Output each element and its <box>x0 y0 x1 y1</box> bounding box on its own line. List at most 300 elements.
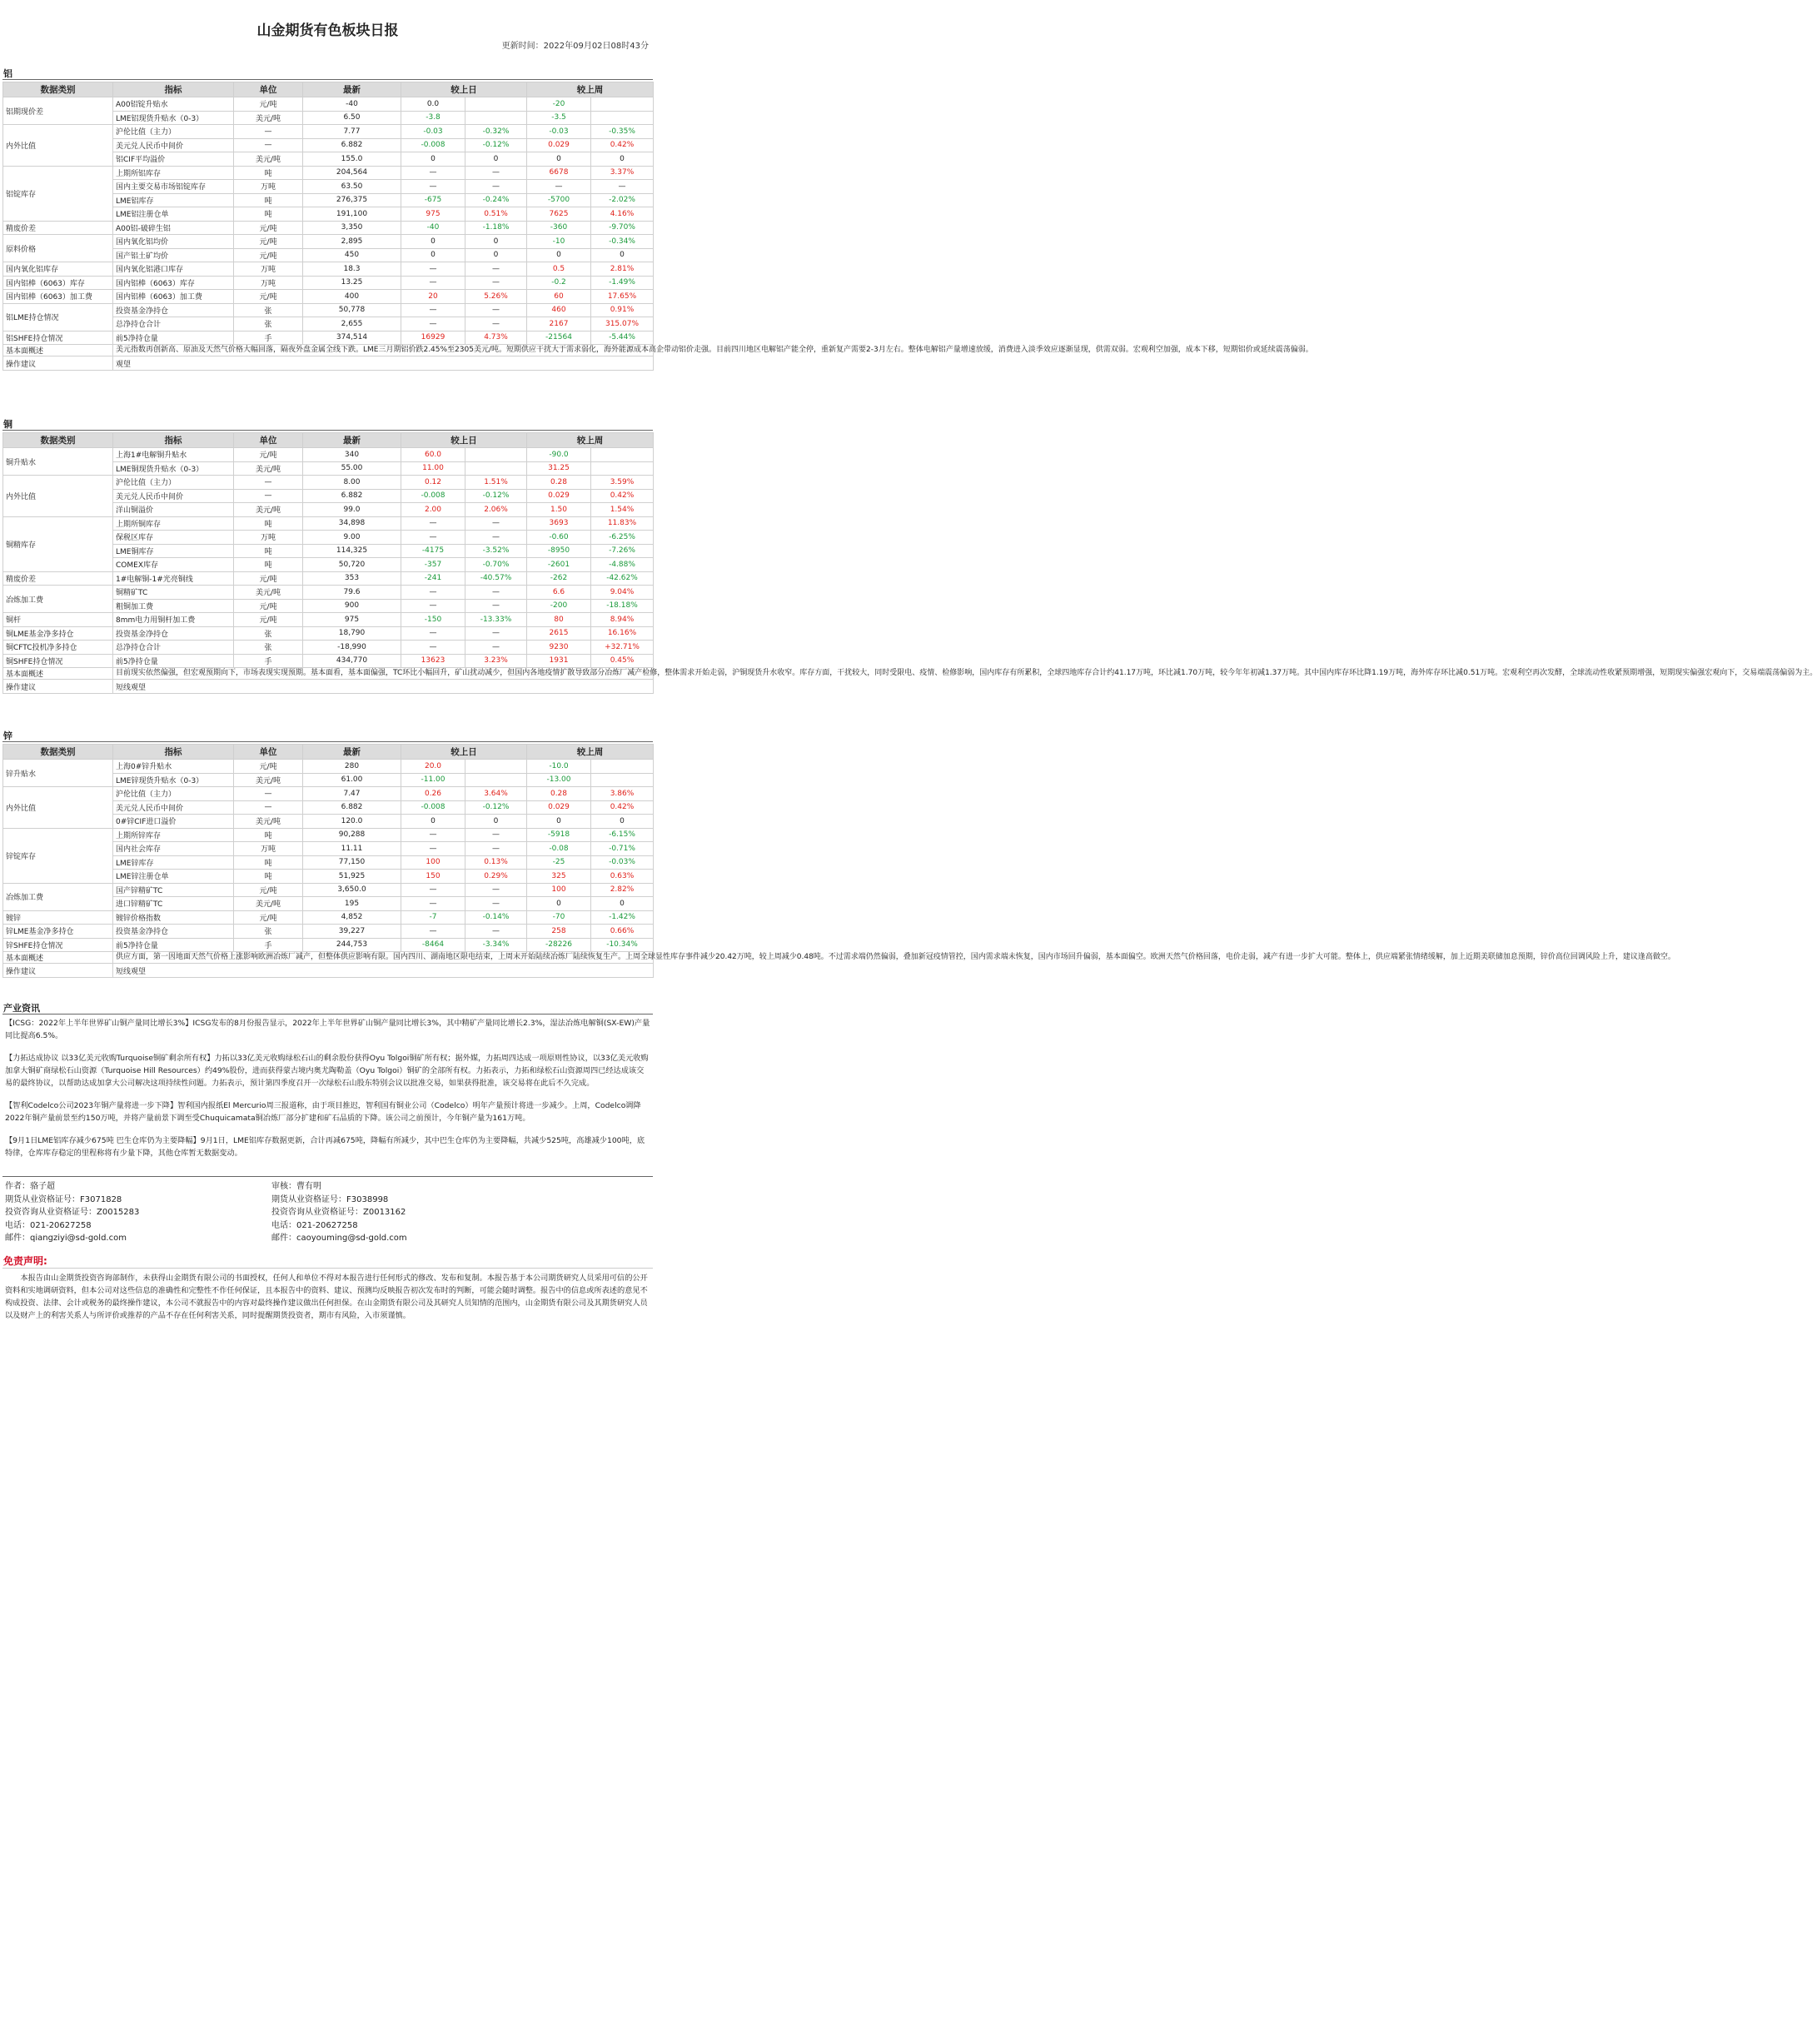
indicator-cell: LME铝注册仓单 <box>113 207 234 222</box>
week-change-pct-cell <box>591 448 654 462</box>
column-header: 较上周 <box>527 82 654 97</box>
indicator-cell: LME铝库存 <box>113 193 234 207</box>
week-change-cell: -70 <box>527 910 591 925</box>
indicator-cell: 铜精矿TC <box>113 586 234 600</box>
unit-cell: 万吨 <box>234 276 303 290</box>
advice-row <box>3 356 654 371</box>
day-change-cell: 20.0 <box>401 760 465 774</box>
week-change-pct-cell: 17.65% <box>591 290 654 304</box>
day-change-pct-cell: — <box>465 586 527 600</box>
week-change-pct-cell: — <box>591 180 654 194</box>
latest-cell: 204,564 <box>303 166 401 180</box>
week-change-pct-cell: 0.42% <box>591 138 654 152</box>
day-change-pct-cell: 1.51% <box>465 476 527 490</box>
week-change-pct-cell <box>591 111 654 125</box>
week-change-pct-cell: 0.42% <box>591 489 654 503</box>
day-change-pct-cell: -3.34% <box>465 938 527 952</box>
week-change-pct-cell: 0.45% <box>591 654 654 668</box>
week-change-cell: -10 <box>527 235 591 249</box>
unit-cell: 吨 <box>234 544 303 558</box>
latest-cell: 276,375 <box>303 193 401 207</box>
week-change-cell: -10.0 <box>527 760 591 774</box>
category-cell: 铝SHFE持仓情况 <box>3 331 113 345</box>
category-cell: 锌SHFE持仓情况 <box>3 938 113 952</box>
week-change-pct-cell: -2.02% <box>591 193 654 207</box>
day-change-pct-cell: — <box>465 303 527 317</box>
indicator-cell: 国内铝棒（6063）加工费 <box>113 290 234 304</box>
week-change-cell: 7625 <box>527 207 591 222</box>
day-change-pct-cell <box>465 461 527 476</box>
unit-cell: 元/吨 <box>234 235 303 249</box>
indicator-cell: 沪伦比值（主力） <box>113 125 234 139</box>
table-header-row <box>3 82 654 97</box>
indicator-cell: 铝CIF平均溢价 <box>113 152 234 167</box>
category-cell: 冶炼加工费 <box>3 883 113 910</box>
week-change-cell: — <box>527 180 591 194</box>
week-change-pct-cell: 0.91% <box>591 303 654 317</box>
column-header: 数据类别 <box>3 745 113 760</box>
unit-cell: 张 <box>234 303 303 317</box>
latest-cell: 50,778 <box>303 303 401 317</box>
unit-cell: 元/吨 <box>234 97 303 112</box>
column-header: 单位 <box>234 82 303 97</box>
indicator-cell: 上期所铝库存 <box>113 166 234 180</box>
table-row <box>3 910 654 925</box>
copper-table <box>2 432 1817 694</box>
day-change-cell: 16929 <box>401 331 465 345</box>
week-change-cell: -0.2 <box>527 276 591 290</box>
reviewer-line: 电话：021-20627258 <box>271 1220 358 1230</box>
week-change-cell: -200 <box>527 599 591 613</box>
reviewer-line: 期货从业资格证号：F3038998 <box>271 1194 389 1204</box>
latest-cell: 6.882 <box>303 800 401 815</box>
week-change-pct-cell: -0.03% <box>591 855 654 870</box>
latest-cell: 191,100 <box>303 207 401 222</box>
day-change-cell: — <box>401 531 465 545</box>
basic-text: 美元指数再创新高、原油及天然气价格大幅回落，隔夜外盘金属全线下跌。LME三月期铝价跌2.45%至2305美元/吨。短期供应干扰大于需求弱化，海外能源成本高企带动铝价走强。目前四川地区电解铝产能全停，重新复产需要2-3月左右。整体电解铝产量增速放缓，消费进入淡季效应逐渐显现，供需双弱。宏观利空加强，成本下移，短期铝价或延续震荡偏弱。 <box>113 345 654 356</box>
day-change-cell: -3.8 <box>401 111 465 125</box>
basic-text: 目前现实依然偏强，但宏观预期向下，市场表现实现预期。基本面看，基本面偏强，TC环比小幅回升，矿山扰动减少，但国内各地疫情扩散导致部分冶炼厂减产检修，整体需求开始走弱，沪铜现货升水收窄。库存方面，干扰较大，同时受限电、疫情、检修影响，国内库存有所累积，全球四地库存合计约41.17万吨，环比减1.70万吨，较今年年初减1.37万吨。其中国内库存环比降1.19万吨，海外库存环比减0.51万吨。宏观利空再次发酵，全球流动性收紧预期增强，短期现实偏强宏观向下，交易端震荡偏弱为主。 <box>113 668 654 680</box>
week-change-pct-cell: 0 <box>591 897 654 911</box>
category-cell: 铜升贴水 <box>3 448 113 476</box>
latest-cell: 6.882 <box>303 489 401 503</box>
week-change-pct-cell: 0.66% <box>591 925 654 939</box>
week-change-pct-cell: 9.04% <box>591 586 654 600</box>
advice-label: 操作建议 <box>3 356 113 371</box>
week-change-pct-cell <box>591 773 654 787</box>
day-change-cell: — <box>401 883 465 897</box>
day-change-pct-cell: — <box>465 516 527 531</box>
unit-cell: 张 <box>234 317 303 332</box>
table-row <box>3 262 654 277</box>
day-change-cell: 100 <box>401 855 465 870</box>
week-change-pct-cell: 3.86% <box>591 787 654 801</box>
day-change-cell: — <box>401 262 465 277</box>
indicator-cell: LME铜现货升贴水（0-3） <box>113 461 234 476</box>
latest-cell: 18.3 <box>303 262 401 277</box>
unit-cell: 元/吨 <box>234 910 303 925</box>
indicator-cell: 进口锌精矿TC <box>113 897 234 911</box>
latest-cell: 7.77 <box>303 125 401 139</box>
week-change-cell: 0.029 <box>527 489 591 503</box>
indicator-cell: A00铝锭升贴水 <box>113 97 234 112</box>
unit-cell: — <box>234 476 303 490</box>
basic-label: 基本面概述 <box>3 345 113 356</box>
indicator-cell: 总净持仓合计 <box>113 641 234 655</box>
day-change-cell: -8464 <box>401 938 465 952</box>
day-change-pct-cell: 4.73% <box>465 331 527 345</box>
day-change-cell: -0.008 <box>401 489 465 503</box>
day-change-pct-cell: — <box>465 897 527 911</box>
zinc-table-header <box>3 745 654 760</box>
latest-cell: 7.47 <box>303 787 401 801</box>
table-row <box>3 290 654 304</box>
week-change-cell: 460 <box>527 303 591 317</box>
aluminum-table-body <box>3 97 1313 371</box>
week-change-cell: -2601 <box>527 558 591 572</box>
unit-cell: 美元/吨 <box>234 503 303 517</box>
week-change-pct-cell: -4.88% <box>591 558 654 572</box>
week-change-pct-cell <box>591 97 654 112</box>
latest-cell: 61.00 <box>303 773 401 787</box>
day-change-pct-cell: 2.06% <box>465 503 527 517</box>
day-change-cell: 20 <box>401 290 465 304</box>
latest-cell: 155.0 <box>303 152 401 167</box>
zinc-table-body <box>3 760 1675 978</box>
advice-row <box>3 964 654 978</box>
latest-cell: 79.6 <box>303 586 401 600</box>
day-change-cell: -0.008 <box>401 800 465 815</box>
latest-cell: 450 <box>303 248 401 262</box>
day-change-cell: — <box>401 925 465 939</box>
day-change-cell: 0.12 <box>401 476 465 490</box>
unit-cell: 美元/吨 <box>234 111 303 125</box>
section-title-aluminum: 铝 <box>3 68 12 79</box>
table-row <box>3 166 654 180</box>
week-change-pct-cell: -0.34% <box>591 235 654 249</box>
table-row <box>3 448 654 462</box>
week-change-pct-cell: -7.26% <box>591 544 654 558</box>
latest-cell: 4,852 <box>303 910 401 925</box>
author-line: 期货从业资格证号：F3071828 <box>5 1194 122 1204</box>
indicator-cell: 投资基金净持仓 <box>113 925 234 939</box>
unit-cell: 元/吨 <box>234 248 303 262</box>
latest-cell: 6.882 <box>303 138 401 152</box>
day-change-cell: — <box>401 586 465 600</box>
column-header: 单位 <box>234 433 303 448</box>
week-change-cell: -3.5 <box>527 111 591 125</box>
day-change-cell: -357 <box>401 558 465 572</box>
news-item: 【ICSG：2022年上半年世界矿山铜产量同比增长3%】ICSG发布的8月份报告显示，2022年上半年世界矿山铜产量同比增长3%，其中精矿产量同比增长2.3%，湿法冶炼电解铜(SX-EW)产量同比提高6.5%。 <box>5 1019 650 1040</box>
week-change-cell: 80 <box>527 613 591 627</box>
day-change-cell: — <box>401 842 465 856</box>
week-change-cell: 0 <box>527 815 591 829</box>
day-change-pct-cell: -13.33% <box>465 613 527 627</box>
latest-cell: 3,650.0 <box>303 883 401 897</box>
indicator-cell: 国内社会库存 <box>113 842 234 856</box>
day-change-cell: — <box>401 303 465 317</box>
table-row <box>3 476 654 490</box>
unit-cell: 手 <box>234 938 303 952</box>
day-change-cell: — <box>401 180 465 194</box>
week-change-pct-cell: 0.63% <box>591 870 654 884</box>
week-change-cell: 0.029 <box>527 800 591 815</box>
category-cell: 冶炼加工费 <box>3 586 113 613</box>
unit-cell: 元/吨 <box>234 290 303 304</box>
week-change-cell: -5918 <box>527 828 591 842</box>
category-cell: 原料价格 <box>3 235 113 262</box>
latest-cell: -18,990 <box>303 641 401 655</box>
day-change-pct-cell: — <box>465 166 527 180</box>
unit-cell: 美元/吨 <box>234 815 303 829</box>
day-change-pct-cell: -0.12% <box>465 489 527 503</box>
week-change-pct-cell: 0.42% <box>591 800 654 815</box>
day-change-pct-cell: 0 <box>465 248 527 262</box>
week-change-cell: -0.60 <box>527 531 591 545</box>
indicator-cell: 沪伦比值（主力） <box>113 787 234 801</box>
table-header-row <box>3 433 654 448</box>
day-change-pct-cell <box>465 97 527 112</box>
latest-cell: 77,150 <box>303 855 401 870</box>
reviewer-email: 邮件：caoyouming@sd-gold.com <box>271 1234 407 1243</box>
advice-label: 操作建议 <box>3 964 113 978</box>
table-row <box>3 125 654 139</box>
unit-cell: 万吨 <box>234 180 303 194</box>
day-change-pct-cell: — <box>465 828 527 842</box>
week-change-cell: -5700 <box>527 193 591 207</box>
week-change-cell: 0.28 <box>527 787 591 801</box>
day-change-cell: 11.00 <box>401 461 465 476</box>
author-info <box>0 1180 655 1245</box>
column-header: 最新 <box>303 433 401 448</box>
day-change-cell: 13623 <box>401 654 465 668</box>
table-header-row <box>3 745 654 760</box>
week-change-cell: -21564 <box>527 331 591 345</box>
category-cell: 精废价差 <box>3 221 113 235</box>
day-change-pct-cell: — <box>465 599 527 613</box>
table-row <box>3 235 654 249</box>
week-change-pct-cell: -10.34% <box>591 938 654 952</box>
table-row <box>3 641 654 655</box>
week-change-pct-cell: +32.71% <box>591 641 654 655</box>
indicator-cell: 上海1#电解铜升贴水 <box>113 448 234 462</box>
copper-table-header <box>3 433 654 448</box>
day-change-cell: 0.26 <box>401 787 465 801</box>
indicator-cell: 国内主要交易市场铝锭库存 <box>113 180 234 194</box>
week-change-cell: -20 <box>527 97 591 112</box>
week-change-pct-cell: -0.35% <box>591 125 654 139</box>
day-change-cell: 60.0 <box>401 448 465 462</box>
indicator-cell: LME锌库存 <box>113 855 234 870</box>
day-change-pct-cell: — <box>465 842 527 856</box>
week-change-cell: 60 <box>527 290 591 304</box>
week-change-pct-cell: 11.83% <box>591 516 654 531</box>
day-change-cell: — <box>401 897 465 911</box>
aluminum-table <box>2 82 1313 371</box>
category-cell: 内外比值 <box>3 787 113 829</box>
week-change-cell: -8950 <box>527 544 591 558</box>
latest-cell: 975 <box>303 613 401 627</box>
indicator-cell: 总净持仓合计 <box>113 317 234 332</box>
indicator-cell: 国产锌精矿TC <box>113 883 234 897</box>
latest-cell: 195 <box>303 897 401 911</box>
table-row <box>3 221 654 235</box>
column-header: 指标 <box>113 745 234 760</box>
table-row <box>3 97 654 112</box>
latest-cell: 39,227 <box>303 925 401 939</box>
table-row <box>3 828 654 842</box>
unit-cell: 万吨 <box>234 262 303 277</box>
indicator-cell: COMEX库存 <box>113 558 234 572</box>
unit-cell: 吨 <box>234 558 303 572</box>
table-row <box>3 925 654 939</box>
table-row <box>3 787 654 801</box>
author-line: 投资咨询从业资格证号：Z0015283 <box>5 1208 140 1217</box>
column-header: 指标 <box>113 433 234 448</box>
category-cell: 锌锭库存 <box>3 828 113 883</box>
unit-cell: 美元/吨 <box>234 897 303 911</box>
advice-row <box>3 680 654 694</box>
day-change-pct-cell: -0.14% <box>465 910 527 925</box>
week-change-cell: 0.5 <box>527 262 591 277</box>
day-change-cell: — <box>401 317 465 332</box>
week-change-pct-cell: 0 <box>591 815 654 829</box>
indicator-cell: 前5净持仓量 <box>113 331 234 345</box>
unit-cell: 吨 <box>234 516 303 531</box>
latest-cell: 51,925 <box>303 870 401 884</box>
day-change-pct-cell: 0.13% <box>465 855 527 870</box>
week-change-cell: 6678 <box>527 166 591 180</box>
unit-cell: 吨 <box>234 207 303 222</box>
week-change-pct-cell: 3.59% <box>591 476 654 490</box>
basic-label: 基本面概述 <box>3 952 113 964</box>
indicator-cell: 国内铝棒（6063）库存 <box>113 276 234 290</box>
reviewer-column <box>271 1180 538 1245</box>
unit-cell: — <box>234 125 303 139</box>
zinc-table <box>2 744 1675 978</box>
day-change-cell: 0 <box>401 248 465 262</box>
week-change-cell: -262 <box>527 571 591 586</box>
latest-cell: 9.00 <box>303 531 401 545</box>
indicator-cell: 国内氧化铝港口库存 <box>113 262 234 277</box>
day-change-pct-cell: -40.57% <box>465 571 527 586</box>
day-change-cell: 975 <box>401 207 465 222</box>
indicator-cell: 美元兑人民币中间价 <box>113 489 234 503</box>
day-change-cell: — <box>401 516 465 531</box>
day-change-cell: -675 <box>401 193 465 207</box>
unit-cell: 元/吨 <box>234 760 303 774</box>
latest-cell: 340 <box>303 448 401 462</box>
week-change-cell: 0.28 <box>527 476 591 490</box>
column-header: 数据类别 <box>3 433 113 448</box>
day-change-cell: 2.00 <box>401 503 465 517</box>
indicator-cell: 投资基金净持仓 <box>113 303 234 317</box>
latest-cell: 34,898 <box>303 516 401 531</box>
week-change-cell: -90.0 <box>527 448 591 462</box>
day-change-cell: 0.0 <box>401 97 465 112</box>
day-change-cell: -7 <box>401 910 465 925</box>
unit-cell: 张 <box>234 626 303 641</box>
advice-text: 短线观望 <box>113 964 654 978</box>
day-change-cell: 0 <box>401 235 465 249</box>
indicator-cell: 8mm电力用铜杆加工费 <box>113 613 234 627</box>
day-change-cell: — <box>401 828 465 842</box>
category-cell: 铝期现价差 <box>3 97 113 125</box>
week-change-cell: 0 <box>527 897 591 911</box>
section-title-zinc: 锌 <box>3 730 12 741</box>
day-change-cell: — <box>401 641 465 655</box>
day-change-cell: -241 <box>401 571 465 586</box>
day-change-cell: — <box>401 166 465 180</box>
day-change-cell: -11.00 <box>401 773 465 787</box>
category-cell: 镀锌 <box>3 910 113 925</box>
reviewer-line: 投资咨询从业资格证号：Z0013162 <box>271 1208 406 1217</box>
unit-cell: 美元/吨 <box>234 152 303 167</box>
table-row <box>3 760 654 774</box>
day-change-cell: 150 <box>401 870 465 884</box>
category-cell: 锌升贴水 <box>3 760 113 787</box>
unit-cell: — <box>234 787 303 801</box>
week-change-pct-cell: -42.62% <box>591 571 654 586</box>
indicator-cell: LME铝现货升贴水（0-3） <box>113 111 234 125</box>
week-change-cell: -0.08 <box>527 842 591 856</box>
latest-cell: 55.00 <box>303 461 401 476</box>
week-change-cell: -0.03 <box>527 125 591 139</box>
basic-row <box>3 668 654 680</box>
unit-cell: — <box>234 489 303 503</box>
week-change-pct-cell: -1.49% <box>591 276 654 290</box>
day-change-pct-cell: — <box>465 883 527 897</box>
unit-cell: — <box>234 800 303 815</box>
day-change-pct-cell: — <box>465 626 527 641</box>
indicator-cell: 投资基金净持仓 <box>113 626 234 641</box>
advice-label: 操作建议 <box>3 680 113 694</box>
category-cell: 锌LME基金净多持仓 <box>3 925 113 939</box>
indicator-cell: LME铜库存 <box>113 544 234 558</box>
day-change-pct-cell: -0.32% <box>465 125 527 139</box>
day-change-cell: 0 <box>401 152 465 167</box>
week-change-pct-cell: -6.25% <box>591 531 654 545</box>
week-change-cell: 3693 <box>527 516 591 531</box>
day-change-pct-cell: -3.52% <box>465 544 527 558</box>
category-cell: 精废价差 <box>3 571 113 586</box>
indicator-cell: 前5净持仓量 <box>113 654 234 668</box>
day-change-pct-cell: 3.23% <box>465 654 527 668</box>
unit-cell: 美元/吨 <box>234 586 303 600</box>
disclaimer-text: 本报告由山金期货投资咨询部制作，未获得山金期货有限公司的书面授权，任何人和单位不得对本报告进行任何形式的修改、发布和复制。本报告基于本公司期货研究人员采用可信的公开资料和实地调研资料，但本公司对这些信息的准确性和完整性不作任何保证，且本报告中的资料、建议、预测均反映报告初次发布时的判断，可能会随时调整。报告中的信息或所表述的意见不构成投资、法律、会计或税务的最终操作建议，本公司不就报告中的内容对最终操作建议做出任何担保。在山金期货有限公司及其研究人员知情的范围内，山金期货有限公司及其期货研究人员以及财产上的利害关系人与所评价或推荐的产品不存在任何利害关系，同时提醒期货投资者，期市有风险，入市须谨慎。 <box>5 1273 648 1320</box>
table-row <box>3 654 654 668</box>
week-change-pct-cell: -6.15% <box>591 828 654 842</box>
latest-cell: 900 <box>303 599 401 613</box>
day-change-cell: — <box>401 626 465 641</box>
latest-cell: 13.25 <box>303 276 401 290</box>
advice-text: 观望 <box>113 356 654 371</box>
latest-cell: 90,288 <box>303 828 401 842</box>
week-change-pct-cell: -0.71% <box>591 842 654 856</box>
day-change-pct-cell: 3.64% <box>465 787 527 801</box>
latest-cell: 8.00 <box>303 476 401 490</box>
category-cell: 铝LME持仓情况 <box>3 303 113 331</box>
day-change-pct-cell: 0 <box>465 235 527 249</box>
column-header: 较上日 <box>401 82 527 97</box>
indicator-cell: 上期所锌库存 <box>113 828 234 842</box>
indicator-cell: 美元兑人民币中间价 <box>113 138 234 152</box>
week-change-pct-cell: 2.82% <box>591 883 654 897</box>
unit-cell: 吨 <box>234 828 303 842</box>
aluminum-table-header <box>3 82 654 97</box>
latest-cell: 99.0 <box>303 503 401 517</box>
table-row <box>3 303 654 317</box>
